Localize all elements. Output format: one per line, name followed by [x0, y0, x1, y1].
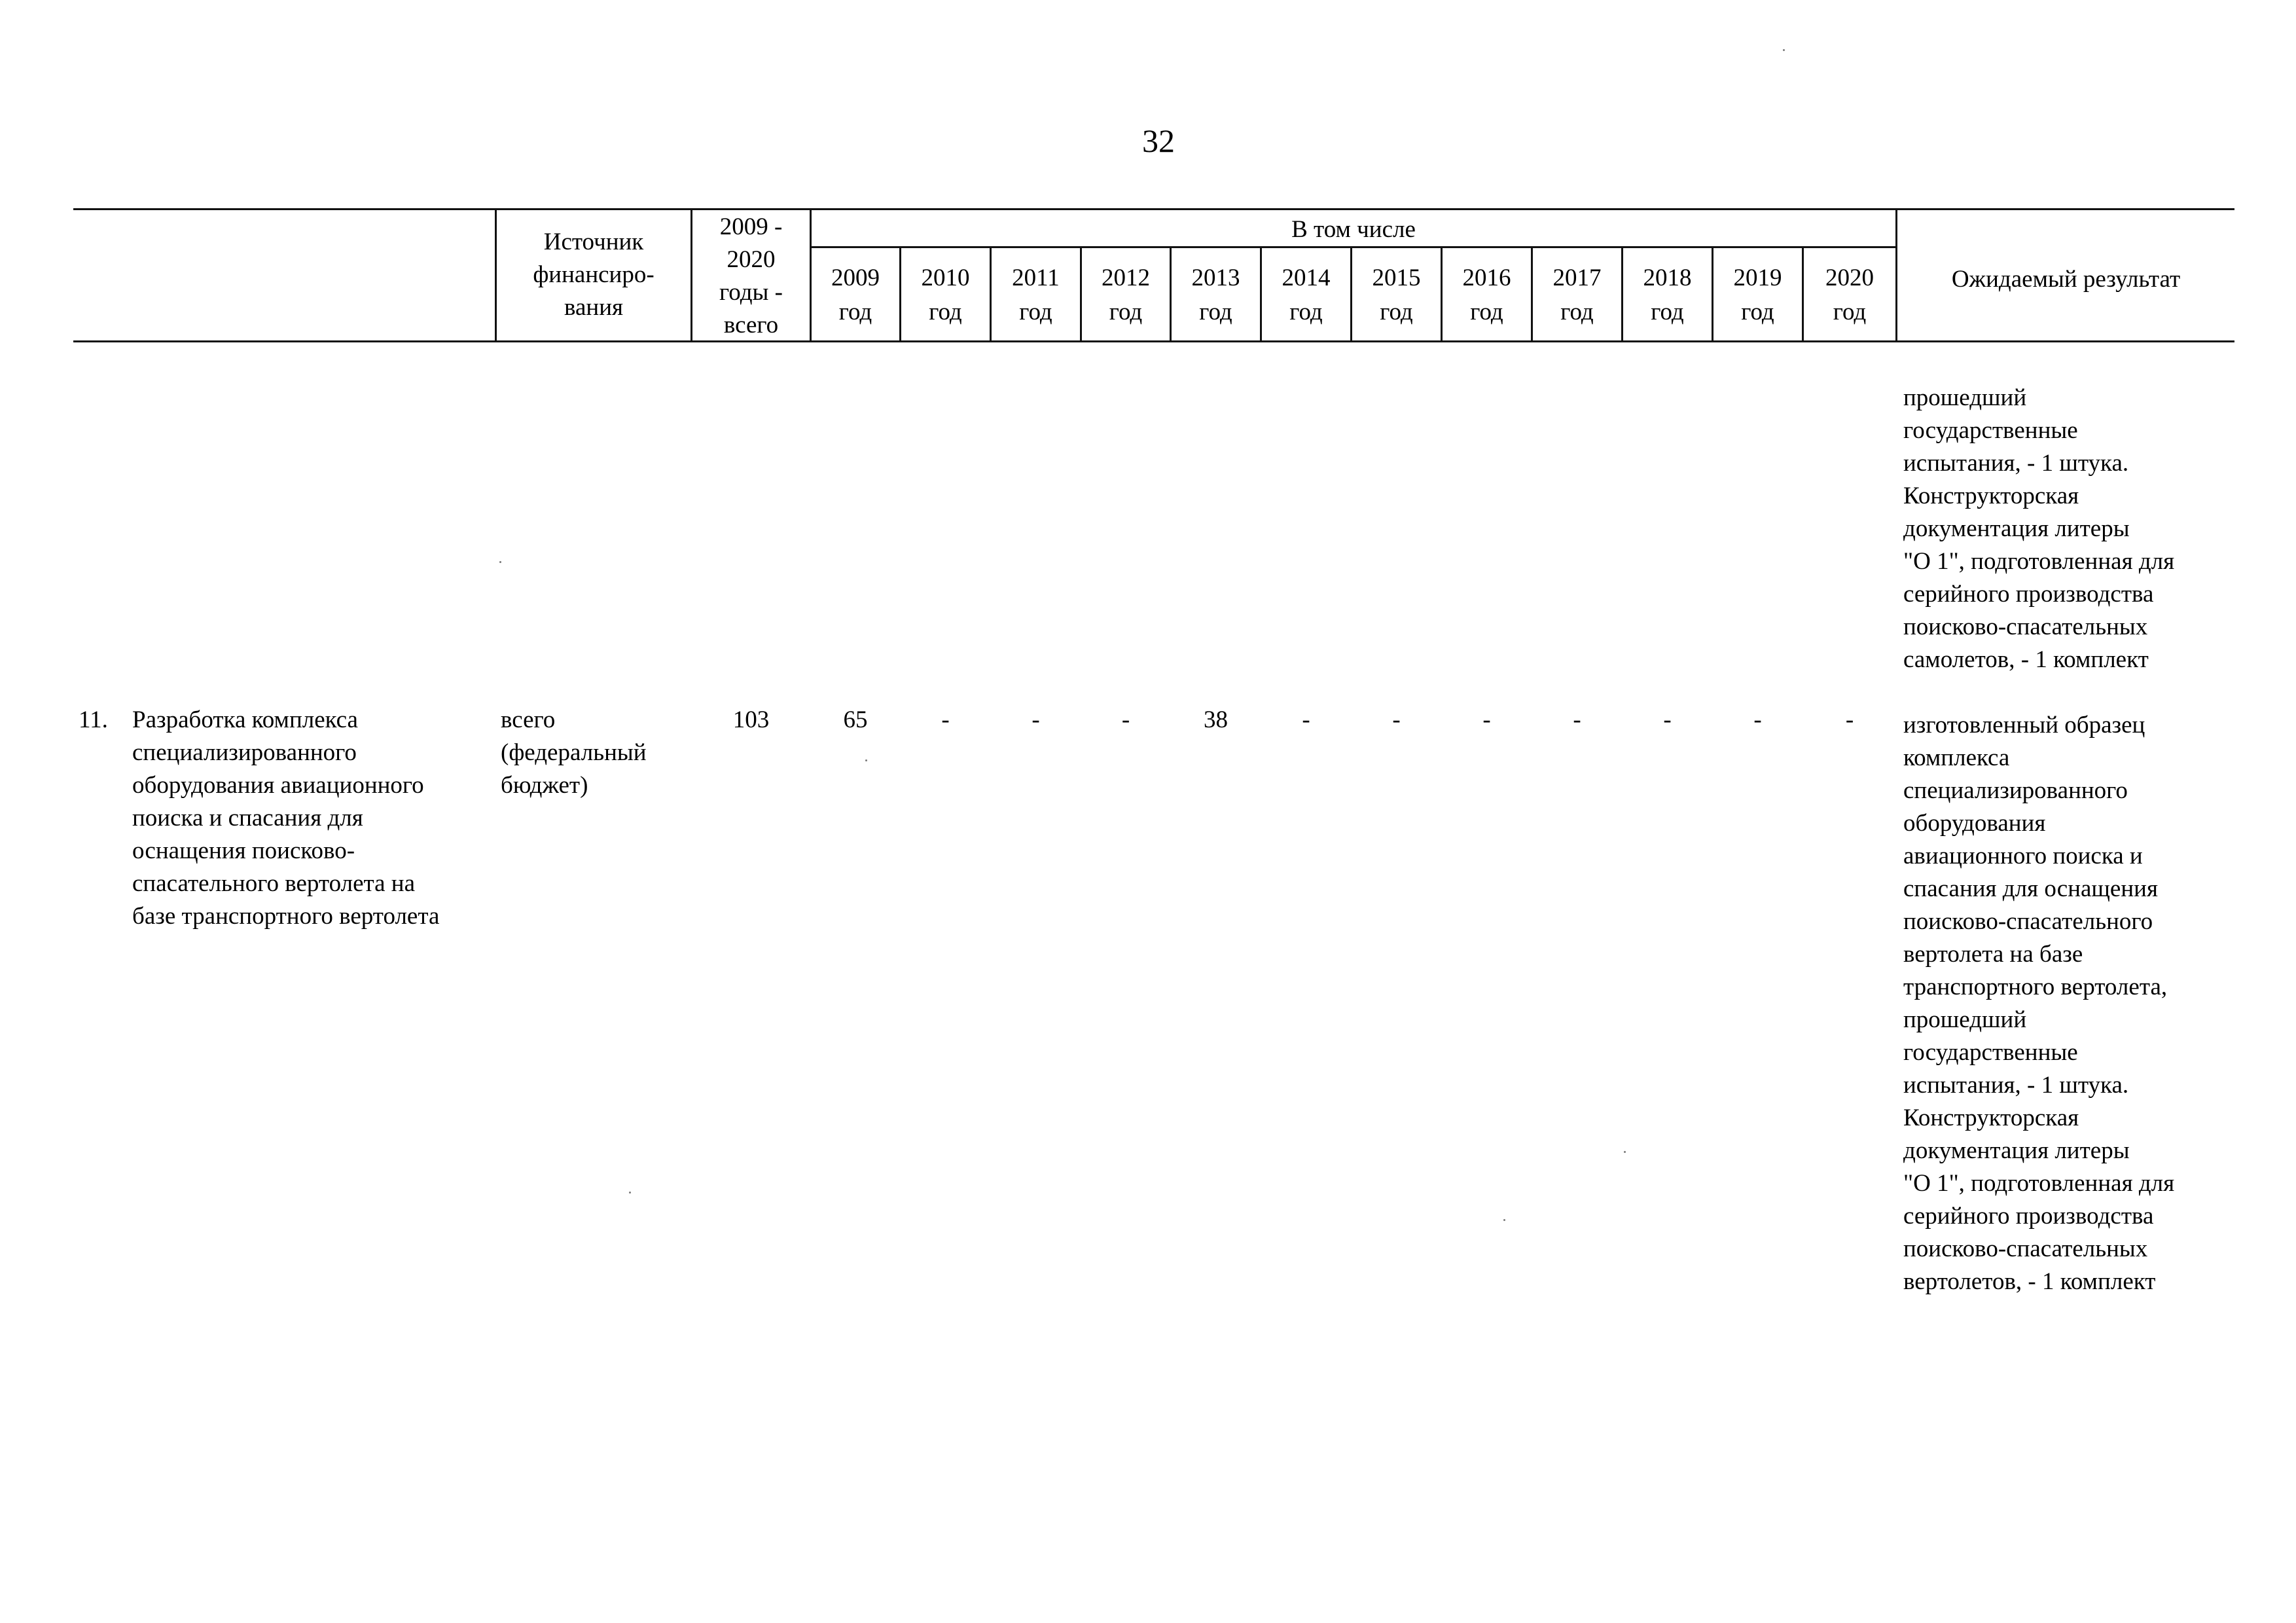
scan-speck [1624, 1151, 1626, 1153]
row-source: всего (федеральный бюджет) [501, 706, 647, 799]
year-unit-2011: год [1019, 299, 1052, 325]
year-header-2013: 2013 [1191, 264, 1240, 291]
row-value-2017: - [1573, 706, 1581, 733]
row-value-2016: - [1482, 706, 1491, 733]
year-header-2015: 2015 [1372, 264, 1421, 291]
row-value-2015: - [1392, 706, 1401, 733]
year-header-2011: 2011 [1012, 264, 1060, 291]
header-result: Ожидаемый результат [1951, 266, 2181, 293]
row-value-2020: - [1845, 706, 1854, 733]
header-top-rule [73, 208, 2234, 210]
row-name: Разработка комплекса специализированного оборудования авиационного поиска и спасания для оснащения поисково- спасательного вертолета на базе транспортного вертолета [132, 706, 440, 930]
year-unit-2012: год [1109, 299, 1143, 325]
header-source: Источник финансиро- вания [533, 228, 655, 321]
year-unit-2018: год [1651, 299, 1684, 325]
header-including: В том числе [1291, 216, 1416, 243]
year-unit-2013: год [1199, 299, 1232, 325]
year-header-2014: 2014 [1282, 264, 1331, 291]
year-header-2017: 2017 [1552, 264, 1602, 291]
row-value-2014: - [1302, 706, 1310, 733]
year-header-2010: 2010 [921, 264, 970, 291]
row-number: 11. [79, 706, 108, 733]
row-value-2013: 38 [1204, 706, 1228, 733]
scan-speck [1783, 49, 1785, 51]
year-unit-2010: год [929, 299, 962, 325]
year-unit-2020: год [1833, 299, 1867, 325]
row-total: 103 [732, 706, 770, 733]
year-header-2020: 2020 [1825, 264, 1874, 291]
page-number: 32 [1142, 122, 1175, 159]
scan-speck [865, 759, 867, 761]
year-unit-2015: год [1380, 299, 1413, 325]
row-value-2012: - [1121, 706, 1130, 733]
years-subheader-rule [812, 246, 1897, 248]
year-unit-2014: год [1289, 299, 1323, 325]
row-value-2010: - [941, 706, 950, 733]
scan-speck [499, 561, 501, 563]
row-value-2009: 65 [843, 706, 868, 733]
scan-speck [629, 1192, 631, 1194]
year-unit-2009: год [838, 299, 872, 325]
year-unit-2017: год [1560, 299, 1594, 325]
header-bottom-rule [73, 340, 2234, 342]
year-header-2012: 2012 [1102, 264, 1150, 291]
row-value-2019: - [1753, 706, 1762, 733]
year-header-2009: 2009 [831, 264, 880, 291]
header-total: 2009 - 2020 годы - всего [719, 213, 783, 338]
year-unit-2016: год [1470, 299, 1503, 325]
row-value-2011: - [1031, 706, 1040, 733]
row-result: изготовленный образец комплекса специализированного оборудования авиационного поиска и спасания для оснащения поисково-спасательного вертолета на базе транспортного вертолета, прошедший государственные испытания, - 1 штука. Конструкторская документация литеры "О 1", подготовленная для серийного производства поисково-спасательных вертолетов, - 1 комплект [1903, 712, 2175, 1295]
year-header-2018: 2018 [1643, 264, 1692, 291]
year-unit-2019: год [1741, 299, 1774, 325]
continuation-result: прошедший государственные испытания, - 1 штука. Конструкторская документация литеры "О 1", подготовленная для серийного производства поисково-спасательных самолетов, - 1 комплект [1903, 384, 2175, 673]
row-value-2018: - [1663, 706, 1672, 733]
scan-speck [1503, 1219, 1505, 1221]
year-header-2019: 2019 [1733, 264, 1782, 291]
year-header-2016: 2016 [1462, 264, 1511, 291]
